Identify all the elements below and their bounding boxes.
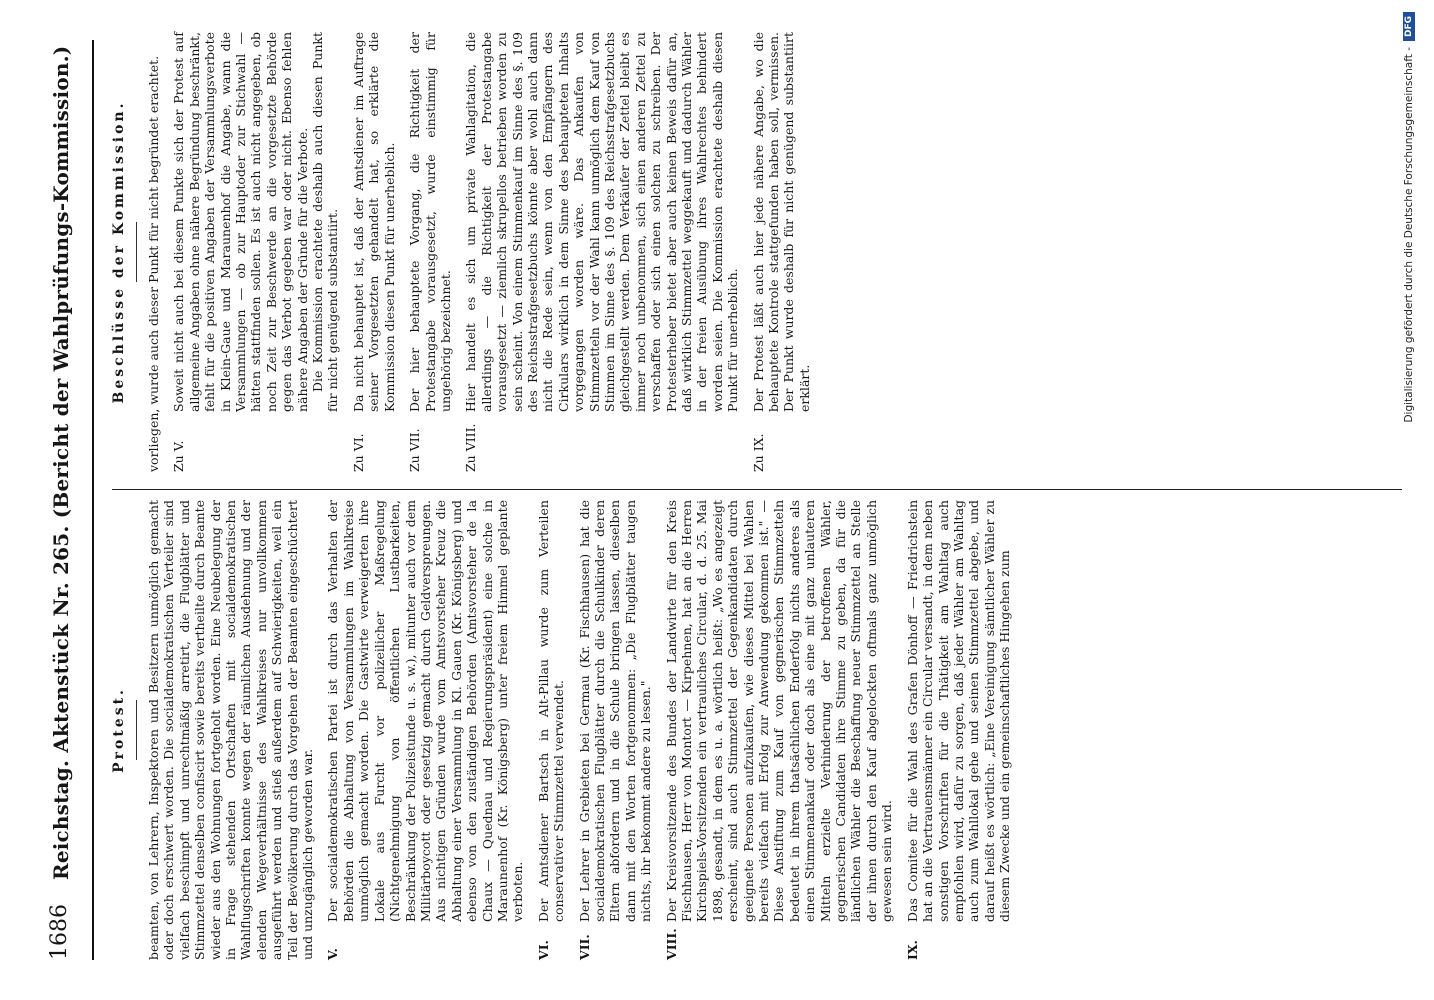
item-text: Der Lehrer in Grebieten bei Germau (Kr. Fischhausen) hat die socialdemokratischen Flugblätter durch die Schulkinder deren Eltern abfordern und in die Schule bringen lassen, dieselben dann mit den Worten fortgenommen: „Die Flugblätter taugen nichts, ihr bekommt andere zu lesen.": [576, 500, 654, 922]
item-text: Hier handelt es sich um private Wahlagitation, die allerdings — die Richtigkeit der Protestangabe vorausgesetzt — ziemlich skrupellos betrieben worden zu sein scheint. Von einem Stimmenkauf im Sinne des §. 109 des Reichsstrafgesetzbuchs könnte aber wohl auch dann nicht die Rede sein, wenn von den Empfängern des Cirkulars wirklich in dem Sinne des behaupteten Inhalts vorgegangen worden wäre. Das Ankaufen von Stimmzetteln vor der Wahl kann unmöglich dem Kauf von Stimmen im Sinne des §. 109 des Reichsstrafgesetzbuchs gleichgestellt werden. Dem Verkäufer der Zettel bleibt es immer noch unbenommen, sich einen anderen Zettel zu verschaffen oder sich einen solchen zu schreiben. Der Protesterheber bietet aber auch keinen Beweis dafür an, daß wirklich Stimmzettel weggekauft und dadurch Wähler in der freien Ausübung ihres Wahlrechtes behindert worden seien. Die Kommission erachtete deshalb diesen Punkt für unerheblich.: [463, 32, 741, 412]
commission-item: [463, 32, 740, 472]
left-title-rule: [136, 700, 137, 760]
page-header: [48, 40, 84, 960]
commission-item: [171, 32, 340, 472]
page-number: 1686: [47, 904, 72, 960]
credit-text: Digitalisierung gefördert durch die Deutsche Forschungsgemeinschaft -: [1403, 47, 1415, 423]
item-text: Soweit nicht auch bei diesem Punkte sich der Protest auf allgemeine Angaben ohne nähere Begründung beschränkt, fehlt für die positiven Angaben der Versammlungsverbote in Klein-Gaue und Maraunenhof die Angabe, wann die Versammlungen — ob zur Hauptoder zur Stichwahl — hätten stattfinden sollen. Es ist auch nicht angegeben, ob noch Zeit zur Beschwerde an die vorgesetzte Behörde gegen das Verbot gegeben war oder nicht. Ebenso fehlen nähere Angaben der Gründe für die Verbote.: [171, 32, 310, 412]
item-reference: Zu VIII.: [463, 423, 479, 472]
commission-column: [146, 32, 818, 472]
item-number: VII.: [576, 934, 592, 960]
item-reference: Zu IX.: [750, 433, 766, 472]
item-text: Der hier behauptete Vorgang, die Richtigkeit der Protestangabe vorausgesetzt, wurde einstimmig für ungehörig bezeichnet.: [407, 32, 453, 412]
item-text: Der Amtsdiener Bartsch in Alt-Pillau wurde zum Verteilen conservativer Stimmzettel verwendet.: [535, 500, 567, 922]
running-head: Reichstag. Aktenstück Nr. 265. (Bericht der Wahlprüfungs-Kommission.): [49, 45, 73, 880]
item-conclusion: Die Kommission erachtete deshalb auch diesen Punkt für nicht genügend substantiirt.: [310, 32, 341, 412]
item-text: Der Protest läßt auch hier jede nähere Angabe, wo die behauptete Kontrole stattgefunden haben soll, vermissen. Der Punkt wurde deshalb für nicht genügend substantiirt erklärt.: [750, 32, 812, 412]
item-number: VIII.: [663, 928, 679, 960]
commission-intro: vorliegen, wurde auch dieser Punkt für nicht begründet erachtet.: [146, 55, 161, 472]
item-reference: Zu V.: [171, 440, 187, 472]
right-title-rule: [136, 222, 137, 282]
protest-column: [146, 500, 1019, 960]
item-number: V.: [325, 948, 341, 960]
dfg-logo: DFG: [1403, 12, 1415, 41]
item-number: VI.: [535, 940, 551, 960]
commission-item: [351, 32, 397, 472]
item-number: IX.: [904, 940, 920, 960]
protest-intro: beamten, von Lehrern, Inspektoren und Besitzern unmöglich gemacht oder doch erschwert worden. Die socialdemokratischen Verteiler sind vielfach beschimpft und unrechtmäßig arretirt, die Flugblätter und Stimmzettel denselben confiscirt sowie bereits vertheilte durch Beamte wieder aus den Wohnungen fortgeholt worden. Eine Neubelegung der in Frage stehenden Ortschaften mit socialdemokratischen Wahlflugschriften konnte wegen der räumlichen Ausdehnung und der elenden Wegeverhältnisse des Wahlkreises nur unvollkommen ausgeführt werden und stieß außerdem auf Schwierigkeiten, weil ein Teil der Bevölkerung durch das Vorgehen der Beamten eingeschüchtert und unzugänglich geworden war.: [146, 500, 316, 960]
rotated-page: [28, 0, 1408, 1000]
commission-item: [407, 32, 453, 472]
header-rule: [92, 40, 94, 960]
right-column-title: Beschlüsse der Kommission.: [111, 100, 127, 404]
protest-item: [536, 500, 567, 960]
item-reference: Zu VI.: [350, 433, 366, 472]
commission-item: [751, 32, 813, 472]
item-text: Der Kreisvorsitzende des Bundes der Landwirte für den Kreis Fischhausen, Herr von Montort — Kirpehnen, hat an die Herren Kirchspiels-Vorsitzenden ein vertrauliches Circular, d. d. 25. Mai 1898, gesandt, in dem es u. a. wörtlich heißt: „Wo es angezeigt erscheint, sind auch Stimmzettel der Gegenkandidaten durch geeignete Personen aufzukaufen, wie dieses Mittel bei Wahlen bereits vielfach mit Erfolg zur Anwendung gekommen ist." — Diese Anstiftung zum Kauf von gegnerischen Stimmzetteln bedeutet in ihrem thatsächlichen Enderfolg nichts anderes als einen Stimmenankauf oder doch als eine mit ganz unlauteren Mitteln erzielte Verhinderung der betroffenen Wähler, gegnerischen Candidaten ihre Stimme zu geben, da für die ländlichen Wähler die Beschaffung neuer Stimmzettel an Stelle der ihnen durch den Kauf abgelockten oftmals ganz unmöglich gewesen sein wird.: [663, 500, 895, 922]
item-text: Da nicht behauptet ist, daß der Amtsdiener im Auftrage seiner Vorgesetzten gehandelt hat, so erklärte die Kommission diesen Punkt für unerheblich.: [350, 32, 397, 412]
item-reference: Zu VII.: [407, 428, 423, 472]
protest-item: [325, 500, 525, 960]
protest-item: [577, 500, 654, 960]
digitization-credit: [1392, 12, 1422, 992]
protest-item: [905, 500, 1013, 960]
column-separator: [112, 489, 1402, 490]
protest-item: [664, 500, 895, 960]
left-column-title: Protest.: [111, 687, 127, 773]
item-text: Das Comitee für die Wahl des Grafen Dönhoff — Friedrichstein hat an die Vertrauensmänner ein Circular versandt, in dem neben sonstigen Vorschriften für die Thätigkeit am Wahltag auch empfohlen wird, dafür zu sorgen, daß jeder Wähler am Wahltag auch zum Wahllokal gehe und seinen Stimmzettel abgebe, und darauf heißt es wörtlich: „Eine Vereinigung sämtlicher Wähler zu diesem Zwecke und ein gemeinschaftliches Hingehen zum: [904, 500, 1013, 922]
item-text: Der socialdemokratischen Partei ist durch das Verhalten der Behörden die Abhaltung von Versammlungen im Wahlkreise unmöglich gemacht worden. Die Gastwirte verweigerten ihre Lokale aus Furcht vor polizeilicher Maßregelung (Nichtgenehmigung von öffentlichen Lustbarkeiten, Beschränkung der Polizeistunde u. s. w.), mitunter auch vor dem Militärboycott oder gesetzig gemacht durch Geldverspreungen. Aus nichtigen Gründen wurde vom Amtsvorsteher Kreuz die Abhaltung einer Versammlung in Kl. Gauen (Kr. Königsberg) und ebenso von den zuständigen Behörden (Amtsvorsteher de la Chaux — Quednau und Regierungspräsident) eine solche in Maraunenhof (Kr. Königsberg) unter freiem Himmel geplante verboten.: [325, 500, 526, 922]
